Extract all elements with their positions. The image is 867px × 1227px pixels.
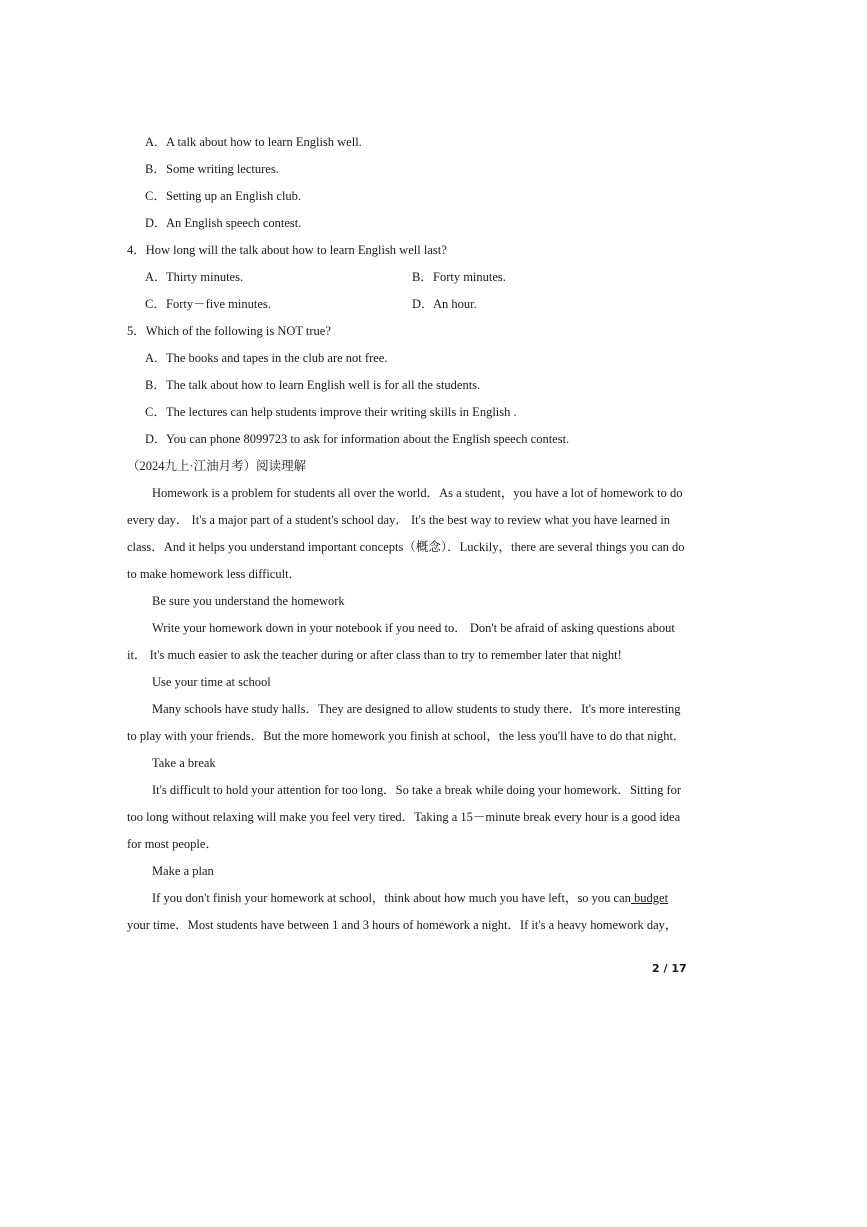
passage-line: to make homework less difficult． — [127, 567, 302, 581]
q4-option-c: C．Forty－five minutes. — [145, 297, 271, 311]
passage-subheading: Be sure you understand the homework — [152, 594, 345, 608]
q5-option-d: D．You can phone 8099723 to ask for information about the English speech contest. — [145, 432, 570, 446]
passage-subheading: Take a break — [152, 756, 216, 770]
passage-line: Homework is a problem for students all over the world．As a student，you have a lot of homework to do — [152, 486, 683, 500]
passage-line: to play with your friends．But the more homework you finish at school，the less you'll have to do that night． — [127, 729, 686, 743]
q4-option-d: D．An hour. — [412, 297, 477, 311]
section-header: （2024九上·江油月考）阅读理解 — [127, 459, 307, 473]
passage-line: your time．Most students have between 1 and 3 hours of homework a night．If it's a heavy homework day， — [127, 918, 678, 932]
q3-option-d: D．An English speech contest. — [145, 216, 302, 230]
passage-line: too long without relaxing will make you feel very tired．Taking a 15－minute break every hour is a good idea — [127, 810, 681, 824]
q5-stem: 5．Which of the following is NOT true? — [127, 324, 331, 338]
q3-option-b: B．Some writing lectures. — [145, 162, 279, 176]
page-number: 2 / 17 — [652, 962, 687, 975]
passage-line: It's difficult to hold your attention for too long．So take a break while doing your homework．Sitting for — [152, 783, 682, 797]
passage-subheading: Use your time at school — [152, 675, 271, 689]
underlined-word-budget: budget — [630, 891, 669, 905]
q4-option-b: B．Forty minutes. — [412, 270, 506, 284]
passage-line: for most people． — [127, 837, 218, 851]
passage-line: If you don't finish your homework at school，think about how much you have left，so you can budget — [152, 891, 669, 905]
passage-subheading: Make a plan — [152, 864, 214, 878]
q5-option-c: C．The lectures can help students improve their writing skills in English . — [145, 405, 517, 419]
q5-option-a: A．The books and tapes in the club are not free. — [145, 351, 388, 365]
q5-option-b: B．The talk about how to learn English well is for all the students. — [145, 378, 481, 392]
q3-option-c: C．Setting up an English club. — [145, 189, 302, 203]
passage-line: Write your homework down in your notebook if you need to． Don't be afraid of asking questions about — [152, 621, 675, 635]
passage-line: class．And it helps you understand important concepts（概念）．Luckily，there are several things you can do — [127, 540, 685, 554]
q4-option-a: A．Thirty minutes. — [145, 270, 244, 284]
q3-option-a: A．A talk about how to learn English well. — [145, 135, 362, 149]
passage-line: every day． It's a major part of a student's school day． It's the best way to review what you have learned in — [127, 513, 671, 527]
passage-line: it． It's much easier to ask the teacher during or after class than to try to remember later that night! — [127, 648, 622, 662]
passage-line: Many schools have study halls．They are designed to allow students to study there．It's more interesting — [152, 702, 681, 716]
q4-stem: 4．How long will the talk about how to learn English well last? — [127, 243, 447, 257]
